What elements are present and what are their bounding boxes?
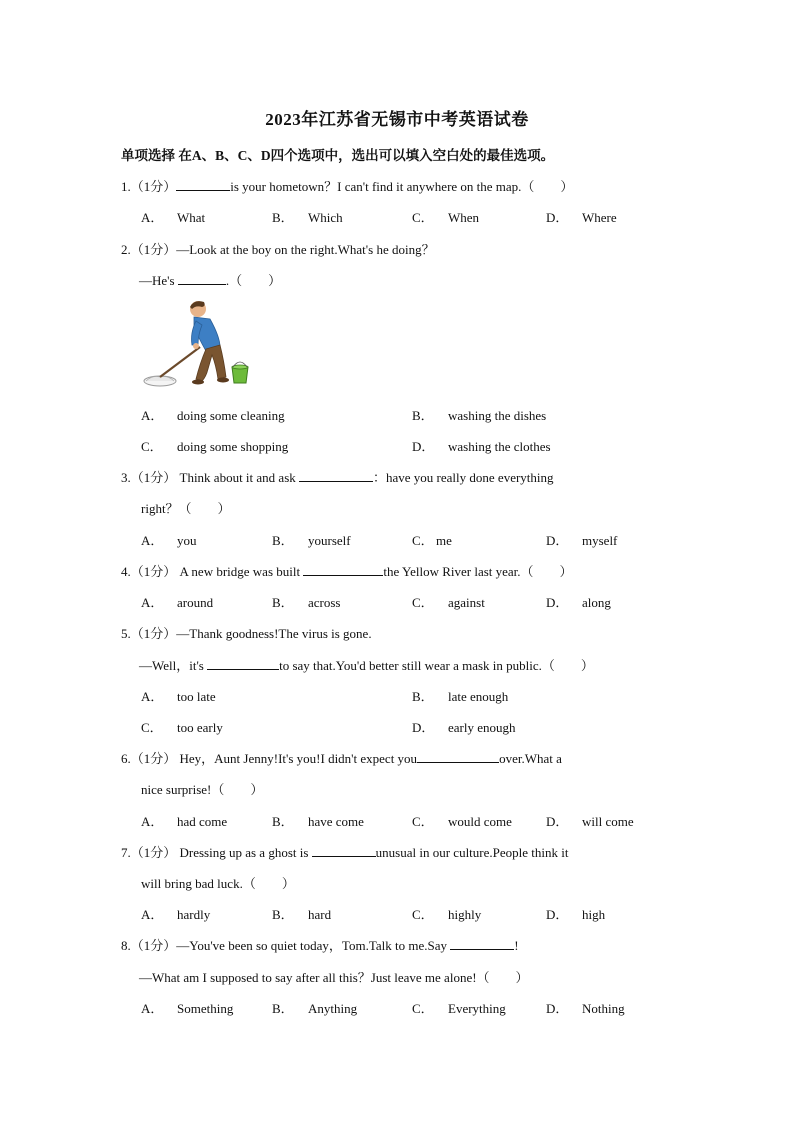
- question-7: [121, 842, 568, 861]
- option-label: B．: [412, 689, 434, 704]
- section-instructions: 单项选择 在A、B、C、D四个选项中，选出可以填入空白处的最佳选项。: [121, 148, 555, 163]
- option-text: around: [177, 595, 214, 610]
- question-6-text: 6.（1分） Hey，Aunt Jenny!It's you!I didn't expect you: [121, 751, 418, 766]
- question-6: [121, 748, 562, 767]
- option-label: C．: [412, 533, 434, 548]
- answer-blank: [299, 469, 373, 482]
- option-text: myself: [582, 533, 618, 548]
- option-text: too late: [177, 689, 216, 704]
- option-label: A．: [141, 408, 164, 423]
- question-8-line-2: —What am I supposed to say after all this？Just leave me alone!（ ）: [139, 970, 529, 985]
- option-label: D．: [546, 814, 569, 829]
- answer-blank: [312, 844, 376, 857]
- q4-option-d[interactable]: [546, 592, 611, 611]
- option-text: washing the clothes: [448, 439, 551, 454]
- question-7-line-2: will bring bad luck.（ ）: [141, 876, 295, 891]
- question-4-text: 4.（1分） A new bridge was built: [121, 564, 301, 579]
- q4-option-b[interactable]: [272, 592, 341, 611]
- question-5-line-2: [139, 655, 594, 674]
- option-label: B．: [272, 1001, 294, 1016]
- option-text: Everything: [448, 1001, 506, 1016]
- question-6-line-2: nice surprise!（ ）: [141, 782, 264, 797]
- option-text: yourself: [308, 533, 351, 548]
- option-label: A．: [141, 533, 164, 548]
- option-label: A．: [141, 907, 164, 922]
- option-text: hardly: [177, 907, 211, 922]
- question-3-text: 3.（1分） Think about it and ask: [121, 470, 296, 485]
- q8-option-b[interactable]: [272, 998, 357, 1017]
- q1-option-b[interactable]: [272, 207, 343, 226]
- q7-option-a[interactable]: [141, 904, 210, 923]
- option-text: would come: [448, 814, 512, 829]
- question-2-line-2: [139, 270, 281, 289]
- question-2-paren: .（ ）: [225, 273, 282, 288]
- option-text: highly: [448, 907, 482, 922]
- q2-option-a[interactable]: [141, 405, 285, 424]
- option-label: B．: [272, 595, 294, 610]
- q5-option-a[interactable]: [141, 686, 216, 705]
- option-label: D．: [546, 595, 569, 610]
- q4-option-a[interactable]: [141, 592, 213, 611]
- q3-option-d[interactable]: [546, 530, 617, 549]
- q6-option-b[interactable]: [272, 811, 364, 830]
- option-text: late enough: [448, 689, 509, 704]
- option-label: A．: [141, 595, 164, 610]
- q2-option-b[interactable]: [412, 405, 546, 424]
- option-label: D．: [412, 439, 435, 454]
- question-4-text-2: the Yellow River last year.（ ）: [383, 564, 573, 579]
- q3-option-b[interactable]: [272, 530, 351, 549]
- question-8-text: 8.（1分）—You've been so quiet today，Tom.Talk to me.Say: [121, 938, 447, 953]
- option-label: C．: [412, 814, 434, 829]
- option-text: too early: [177, 720, 223, 735]
- option-text: had come: [177, 814, 228, 829]
- question-1-text: is your hometown？I can't find it anywhere on the map.（ ）: [230, 179, 574, 194]
- option-label: A．: [141, 689, 164, 704]
- question-2-text: —He's: [139, 273, 175, 288]
- option-label: B．: [272, 907, 294, 922]
- q7-option-c[interactable]: [412, 904, 481, 923]
- option-text: Nothing: [582, 1001, 625, 1016]
- option-text: When: [448, 210, 480, 225]
- option-label: A．: [141, 1001, 164, 1016]
- option-label: D．: [546, 907, 569, 922]
- option-label: C．: [412, 210, 434, 225]
- option-label: C．: [141, 439, 163, 454]
- question-7-text: 7.（1分） Dressing up as a ghost is: [121, 845, 309, 860]
- option-label: B．: [412, 408, 434, 423]
- q5-option-c[interactable]: [141, 717, 223, 736]
- q3-option-a[interactable]: [141, 530, 197, 549]
- option-label: D．: [412, 720, 435, 735]
- option-label: C．: [141, 720, 163, 735]
- question-7-text-2: unusual in our culture.People think it: [375, 845, 569, 860]
- option-label: C．: [412, 1001, 434, 1016]
- q1-option-c[interactable]: [412, 207, 479, 226]
- q8-option-a[interactable]: [141, 998, 233, 1017]
- q3-option-c[interactable]: [412, 530, 452, 549]
- q6-option-a[interactable]: [141, 811, 227, 830]
- option-text: will come: [582, 814, 634, 829]
- option-label: B．: [272, 533, 294, 548]
- question-8: [121, 935, 519, 954]
- q6-option-d[interactable]: [546, 811, 634, 830]
- question-1: [121, 176, 573, 195]
- q4-option-c[interactable]: [412, 592, 485, 611]
- option-label: D．: [546, 1001, 569, 1016]
- question-3: [121, 467, 554, 486]
- answer-blank: [207, 657, 279, 670]
- option-text: early enough: [448, 720, 516, 735]
- page-title: 2023年江苏省无锡市中考英语试卷: [265, 110, 529, 129]
- option-label: D．: [546, 533, 569, 548]
- option-text: doing some shopping: [177, 439, 289, 454]
- q7-option-d[interactable]: [546, 904, 605, 923]
- q6-option-c[interactable]: [412, 811, 512, 830]
- option-text: high: [582, 907, 606, 922]
- option-label: C．: [412, 595, 434, 610]
- q5-option-d[interactable]: [412, 717, 516, 736]
- option-text: me: [436, 533, 452, 548]
- question-2: 2.（1分）—Look at the boy on the right.What's he doing？: [121, 242, 435, 257]
- q1-option-d[interactable]: [546, 207, 617, 226]
- answer-blank: [178, 272, 226, 285]
- question-5: 5.（1分）—Thank goodness!The virus is gone.: [121, 626, 372, 641]
- option-text: Where: [582, 210, 617, 225]
- option-text: What: [177, 210, 206, 225]
- q2-option-d[interactable]: [412, 436, 551, 455]
- option-text: against: [448, 595, 485, 610]
- q7-option-b[interactable]: [272, 904, 331, 923]
- option-text: along: [582, 595, 611, 610]
- option-label: B．: [272, 210, 294, 225]
- option-label: A．: [141, 210, 164, 225]
- answer-blank: [176, 178, 230, 191]
- option-text: hard: [308, 907, 332, 922]
- option-label: D．: [546, 210, 569, 225]
- question-5-text: —Well，it's: [139, 658, 204, 673]
- q8-option-c[interactable]: [412, 998, 506, 1017]
- question-5-text-2: to say that.You'd better still wear a mask in public.（ ）: [279, 658, 594, 673]
- q2-option-c[interactable]: [141, 436, 288, 455]
- q8-option-d[interactable]: [546, 998, 625, 1017]
- option-text: have come: [308, 814, 364, 829]
- option-text: Something: [177, 1001, 234, 1016]
- question-3-line-2: right？（ ）: [141, 501, 231, 516]
- answer-blank: [303, 563, 383, 576]
- q5-option-b[interactable]: [412, 686, 508, 705]
- question-4: [121, 561, 573, 580]
- option-text: Which: [308, 210, 343, 225]
- question-6-text-2: over.What a: [499, 751, 562, 766]
- option-label: C．: [412, 907, 434, 922]
- option-label: B．: [272, 814, 294, 829]
- option-text: Anything: [308, 1001, 358, 1016]
- question-1-number: 1.（1分）: [121, 179, 177, 194]
- option-label: A．: [141, 814, 164, 829]
- boy-mopping-illustration: [136, 297, 254, 391]
- q1-option-a[interactable]: [141, 207, 205, 226]
- answer-blank: [417, 750, 499, 763]
- option-text: you: [177, 533, 197, 548]
- option-text: doing some cleaning: [177, 408, 285, 423]
- question-8-text-2: !: [514, 938, 519, 953]
- answer-blank: [450, 937, 514, 950]
- option-text: across: [308, 595, 341, 610]
- question-3-text-2: ：have you really done everything: [373, 470, 554, 485]
- option-text: washing the dishes: [448, 408, 547, 423]
